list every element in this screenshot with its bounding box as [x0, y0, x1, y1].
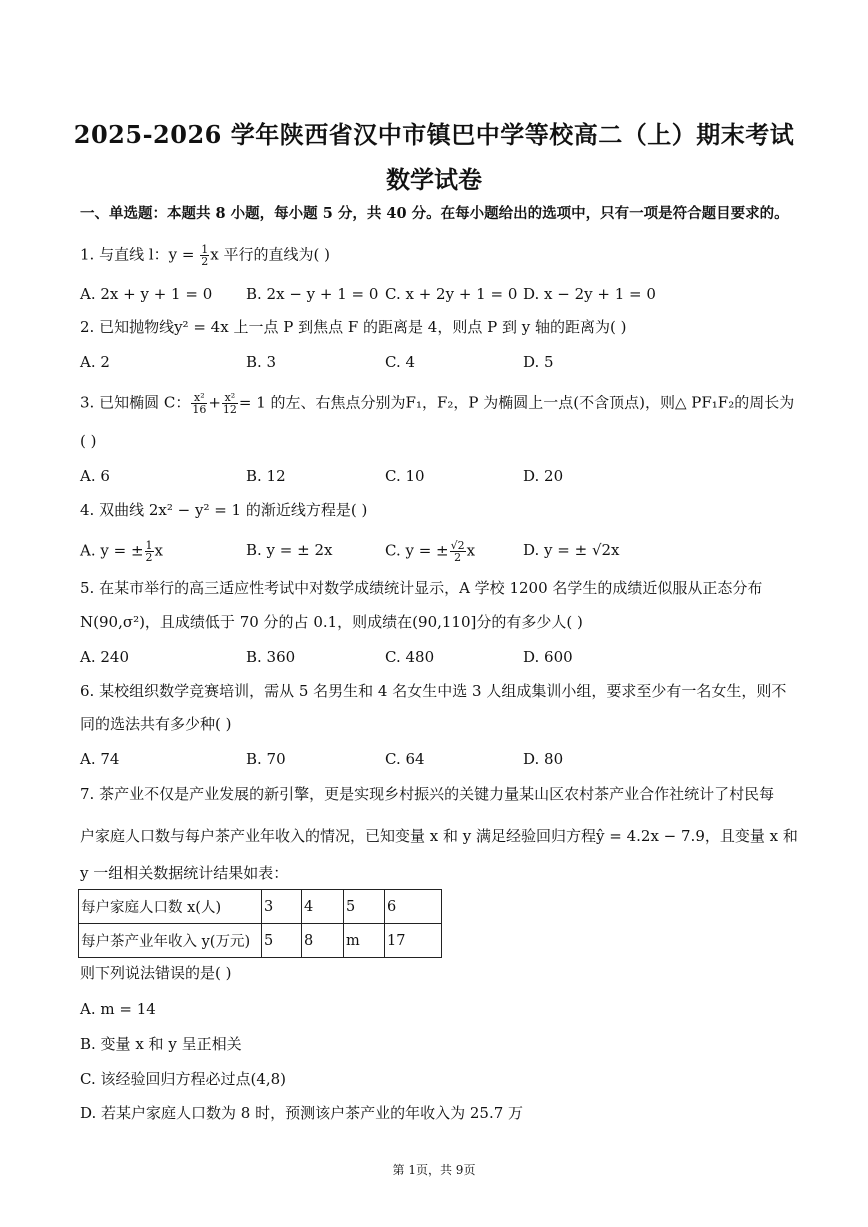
question-3-stem [80, 392, 798, 415]
table-row [79, 924, 442, 958]
q4-c-num: √2 [450, 539, 465, 552]
question-5-stem-2: N(90,σ²)，且成绩低于 70 分的占 0.1，则成绩在(90,110]分的有多少人( ) [80, 613, 583, 631]
q4-a-fraction [145, 540, 154, 563]
q4-option-c [385, 540, 475, 563]
q1-suffix: x 平行的直线为( ) [210, 245, 330, 264]
q4-c-suffix: x [466, 541, 476, 560]
q3-f2-den: 12 [222, 403, 237, 416]
q1-prefix: 1. 与直线 l：y = [80, 245, 200, 264]
q5-option-b: B. 360 [246, 648, 296, 666]
table-cell: 每户茶产业年收入 y(万元) [79, 924, 262, 958]
q3-f1-num: x² [191, 392, 207, 404]
question-1-stem [80, 244, 798, 267]
question-7-stem-3: y 一组相关数据统计结果如表： [80, 864, 289, 882]
q4-a-prefix: A. y = ± [80, 541, 144, 560]
q6-option-b: B. 70 [246, 750, 286, 768]
q3-fraction-2 [222, 392, 238, 415]
q7-data-table [78, 889, 442, 958]
table-cell: 6 [385, 890, 442, 924]
q7-option-a: A. m = 14 [80, 1000, 156, 1018]
q4-c-prefix: C. y = ± [385, 541, 449, 560]
question-3-stem-cont: ( ) [80, 432, 97, 450]
table-row [79, 890, 442, 924]
question-7-ask: 则下列说法错误的是( ) [80, 964, 232, 982]
q6-option-c: C. 64 [385, 750, 425, 768]
q3-option-b: B. 12 [246, 467, 286, 485]
exam-subtitle: 数学试卷 [386, 165, 482, 194]
table-cell: 4 [302, 890, 344, 924]
q5-option-c: C. 480 [385, 648, 435, 666]
q4-a-den: 2 [145, 551, 153, 564]
q5-option-d: D. 600 [523, 648, 573, 666]
q5-option-a: A. 240 [80, 648, 129, 666]
q4-a-num: 1 [145, 539, 153, 552]
question-6-stem-1: 6. 某校组织数学竞赛培训，需从 5 名男生和 4 名女生中选 3 人组成集训小组，要求至少有一名女生，则不 [80, 682, 787, 700]
q3-f2-num: x² [222, 392, 238, 404]
q4-c-fraction [450, 540, 466, 563]
q2-option-d: D. 5 [523, 353, 554, 371]
q4-a-suffix: x [154, 541, 163, 560]
q3-plus: + [208, 393, 221, 412]
table-cell: 8 [302, 924, 344, 958]
q7-option-c: C. 该经验回归方程必过点(4,8) [80, 1070, 287, 1088]
q3-suffix: = 1 的左、右焦点分别为F₁，F₂，P 为椭圆上一点(不含顶点)，则△ PF₁F₂的周长为 [238, 393, 795, 412]
q4-option-b: B. y = ± 2x [246, 541, 333, 559]
table-cell: 5 [262, 924, 302, 958]
q1-fraction [200, 244, 209, 267]
q1-option-b: B. 2x − y + 1 = 0 [246, 285, 379, 303]
q4-c-den: 2 [454, 551, 462, 564]
q7-option-b: B. 变量 x 和 y 呈正相关 [80, 1035, 242, 1053]
q1-option-c: C. x + 2y + 1 = 0 [385, 285, 518, 303]
question-7-stem-2: 户家庭人口数与每户茶产业年收入的情况，已知变量 x 和 y 满足经验回归方程ŷ = 4.2x − 7.9，且变量 x 和 [80, 827, 798, 845]
q3-option-c: C. 10 [385, 467, 425, 485]
question-2-stem: 2. 已知抛物线y² = 4x 上一点 P 到焦点 F 的距离是 4，则点 P 到 y 轴的距离为( ) [80, 318, 627, 336]
q6-option-d: D. 80 [523, 750, 564, 768]
q6-option-a: A. 74 [80, 750, 120, 768]
q2-option-c: C. 4 [385, 353, 416, 371]
q3-option-d: D. 20 [523, 467, 564, 485]
q1-option-d: D. x − 2y + 1 = 0 [523, 285, 656, 303]
exam-title: 2025-2026 学年陕西省汉中市镇巴中学等校高二（上）期末考试 [73, 120, 795, 149]
table-cell: 17 [385, 924, 442, 958]
q3-fraction-1 [191, 392, 207, 415]
q4-option-d: D. y = ± √2x [523, 541, 620, 559]
q3-prefix: 3. 已知椭圆 C： [80, 393, 191, 412]
table-cell: m [344, 924, 385, 958]
question-7-stem-1: 7. 茶产业不仅是产业发展的新引擎，更是实现乡村振兴的关键力量某山区农村茶产业合作社统计了村民每 [80, 785, 775, 803]
q3-option-a: A. 6 [80, 467, 110, 485]
q3-f1-den: 16 [192, 403, 207, 416]
q7-option-d: D. 若某户家庭人口数为 8 时，预测该户茶产业的年收入为 25.7 万 [80, 1104, 524, 1122]
q4-option-a [80, 540, 163, 563]
q1-frac-den: 2 [201, 255, 209, 268]
q1-option-a: A. 2x + y + 1 = 0 [80, 285, 213, 303]
section-heading: 一、单选题：本题共 8 小题，每小题 5 分，共 40 分。在每小题给出的选项中，只有一项是符合题目要求的。 [80, 205, 789, 222]
q2-option-a: A. 2 [80, 353, 110, 371]
page-footer: 第 1页，共 9页 [392, 1163, 476, 1177]
q2-option-b: B. 3 [246, 353, 277, 371]
q1-frac-num: 1 [201, 243, 209, 256]
question-4-stem: 4. 双曲线 2x² − y² = 1 的渐近线方程是( ) [80, 501, 368, 519]
table-cell: 每户家庭人口数 x(人) [79, 890, 262, 924]
table-cell: 5 [344, 890, 385, 924]
question-5-stem-1: 5. 在某市举行的高三适应性考试中对数学成绩统计显示，A 学校 1200 名学生的成绩近似服从正态分布 [80, 579, 763, 597]
question-6-stem-2: 同的选法共有多少种( ) [80, 715, 232, 733]
table-cell: 3 [262, 890, 302, 924]
